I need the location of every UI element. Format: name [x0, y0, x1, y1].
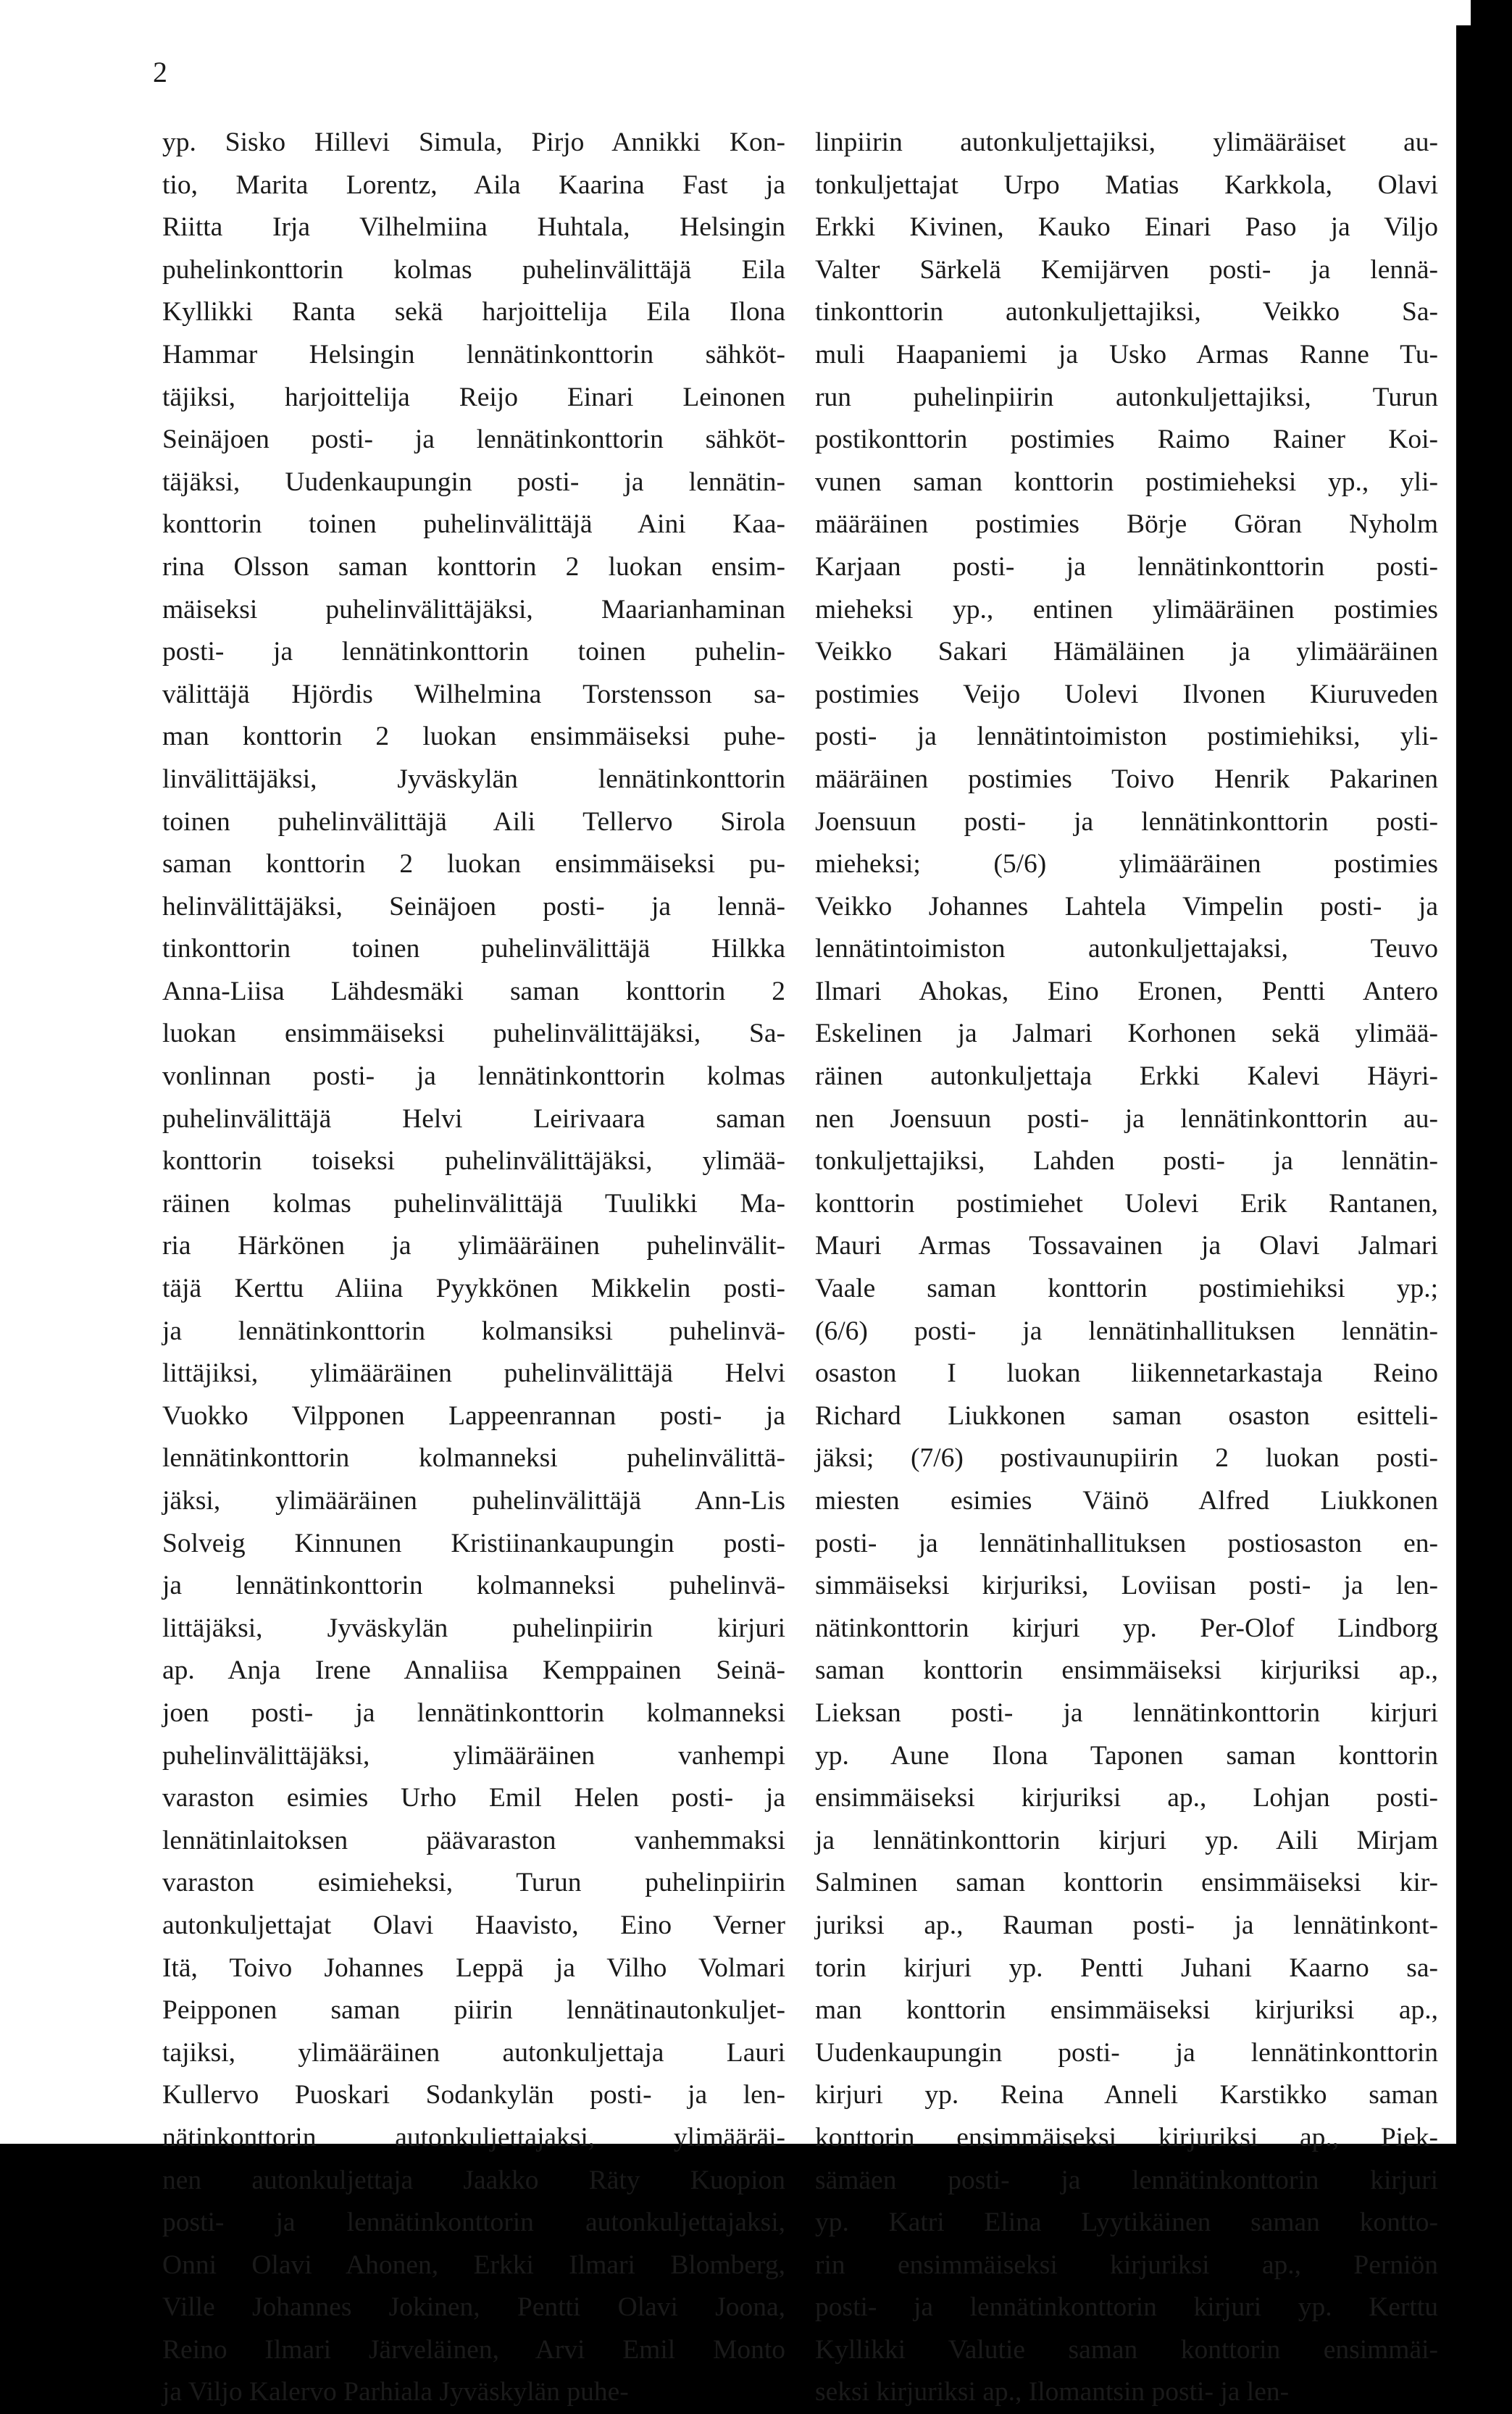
text-line: nätinkonttorin autonkuljettajaksi, ylimääräi- [162, 2122, 785, 2152]
scan-edge-bar [1456, 25, 1471, 2144]
text-line: mieheksi; (5/6) ylimääräinen postimies [815, 849, 1438, 880]
text-line: Karjaan posti- ja lennätinkonttorin posti- [815, 551, 1438, 582]
text-line: ja lennätinkonttorin kolmanneksi puhelinvä- [162, 1571, 785, 1601]
right-text-column [815, 122, 1438, 2414]
text-line: nen Joensuun posti- ja lennätinkonttorin au- [815, 1103, 1438, 1134]
text-line: rina Olsson saman konttorin 2 luokan ensim- [162, 551, 785, 582]
text-line: konttorin toiseksi puhelinvälittäjäksi, ylimää- [162, 1146, 785, 1177]
text-line: saman konttorin ensimmäiseksi kirjuriksi ap., [815, 1655, 1438, 1686]
text-line: tonkuljettajiksi, Lahden posti- ja lennätin- [815, 1146, 1438, 1177]
text-line: Vuokko Vilpponen Lappeenrannan posti- ja [162, 1400, 785, 1431]
text-line: tinkonttorin autonkuljettajiksi, Veikko Sa- [815, 297, 1438, 327]
text-line: kirjuri yp. Reina Anneli Karstikko saman [815, 2080, 1438, 2110]
text-line: Uudenkaupungin posti- ja lennätinkonttorin [815, 2037, 1438, 2068]
text-line: lennätinlaitoksen päävaraston vanhemmaksi [162, 1825, 785, 1855]
text-line: sämäen posti- ja lennätinkonttorin kirjuri [815, 2165, 1438, 2195]
scan-border [1471, 0, 1512, 2144]
text-line: posti- ja lennätinhallituksen postiosaston en- [815, 1528, 1438, 1558]
text-line: muli Haapaniemi ja Usko Armas Ranne Tu- [815, 339, 1438, 369]
text-line: määräinen postimies Börje Göran Nyholm [815, 509, 1438, 540]
text-line: Valter Särkelä Kemijärven posti- ja lennä- [815, 254, 1438, 285]
text-line: puhelinkonttorin kolmas puhelinvälittäjä Eila [162, 254, 785, 285]
text-line: tio, Marita Lorentz, Aila Kaarina Fast ja [162, 170, 785, 200]
text-line: littäjiksi, ylimääräinen puhelinvälittäjä Helvi [162, 1358, 785, 1389]
text-line: ap. Anja Irene Annaliisa Kemppainen Seinä- [162, 1655, 785, 1686]
text-line: varaston esimies Urho Emil Helen posti- ja [162, 1783, 785, 1813]
text-line: simmäiseksi kirjuriksi, Loviisan posti- ja len- [815, 1571, 1438, 1601]
text-line: Eskelinen ja Jalmari Korhonen sekä ylimää- [815, 1019, 1438, 1049]
text-line: autonkuljettajat Olavi Haavisto, Eino Verner [162, 1910, 785, 1940]
text-line: Peipponen saman piirin lennätinautonkuljet- [162, 1995, 785, 2026]
text-line: littäjäksi, Jyväskylän puhelinpiirin kirjuri [162, 1613, 785, 1643]
text-line: linvälittäjäksi, Jyväskylän lennätinkonttorin [162, 764, 785, 794]
text-line: vonlinnan posti- ja lennätinkonttorin kolmas [162, 1061, 785, 1092]
text-line: Hammar Helsingin lennätinkonttorin sähköt- [162, 339, 785, 369]
text-line: juriksi ap., Rauman posti- ja lennätinkont- [815, 1910, 1438, 1940]
text-line: määräinen postimies Toivo Henrik Pakarinen [815, 764, 1438, 794]
text-line: toinen puhelinvälittäjä Aili Tellervo Sirola [162, 806, 785, 837]
text-line: posti- ja lennätintoimiston postimiehiksi, yli- [815, 722, 1438, 752]
text-line: Riitta Irja Vilhelmiina Huhtala, Helsingin [162, 212, 785, 243]
text-line: yp. Katri Elina Lyytikäinen saman kontto- [815, 2208, 1438, 2238]
text-line: luokan ensimmäiseksi puhelinvälittäjäksi, Sa- [162, 1019, 785, 1049]
text-line: ensimmäiseksi kirjuriksi ap., Lohjan posti- [815, 1783, 1438, 1813]
text-line: ja lennätinkonttorin kolmansiksi puhelinvä- [162, 1316, 785, 1346]
text-line: Vaale saman konttorin postimiehiksi yp.; [815, 1274, 1438, 1304]
left-text-column [162, 122, 785, 2414]
text-line: ria Härkönen ja ylimääräinen puhelinvälit- [162, 1231, 785, 1261]
text-line: saman konttorin 2 luokan ensimmäiseksi pu- [162, 849, 785, 880]
text-line: Joensuun posti- ja lennätinkonttorin posti- [815, 806, 1438, 837]
text-line: (6/6) posti- ja lennätinhallituksen lennätin- [815, 1316, 1438, 1346]
text-line: täjä Kerttu Aliina Pyykkönen Mikkelin posti- [162, 1274, 785, 1304]
text-line: posti- ja lennätinkonttorin kirjuri yp. Kerttu [815, 2292, 1438, 2323]
text-line: Kullervo Puoskari Sodankylän posti- ja len- [162, 2080, 785, 2110]
text-line: Anna-Liisa Lähdesmäki saman konttorin 2 [162, 976, 785, 1006]
text-line: Reino Ilmari Järveläinen, Arvi Emil Monto [162, 2334, 785, 2365]
text-line: yp. Sisko Hillevi Simula, Pirjo Annikki Kon- [162, 128, 785, 157]
text-line: Veikko Johannes Lahtela Vimpelin posti- ja [815, 891, 1438, 922]
text-line: mäiseksi puhelinvälittäjäksi, Maarianhaminan [162, 594, 785, 625]
text-line: räinen kolmas puhelinvälittäjä Tuulikki Ma- [162, 1188, 785, 1219]
text-line: Richard Liukkonen saman osaston esitteli- [815, 1400, 1438, 1431]
text-line: yp. Aune Ilona Taponen saman konttorin [815, 1740, 1438, 1771]
text-line: helinvälittäjäksi, Seinäjoen posti- ja lennä- [162, 891, 785, 922]
text-line: Veikko Sakari Hämäläinen ja ylimääräinen [815, 637, 1438, 667]
text-line: torin kirjuri yp. Pentti Juhani Kaarno sa- [815, 1952, 1438, 1983]
text-line: seksi kirjuriksi ap., Ilomantsin posti- ja len- [815, 2377, 1290, 2407]
text-line: räinen autonkuljettaja Erkki Kalevi Häyri- [815, 1061, 1438, 1092]
text-line: välittäjä Hjördis Wilhelmina Torstensson sa- [162, 679, 785, 709]
text-line: konttorin ensimmäiseksi kirjuriksi ap., Piek- [815, 2122, 1438, 2152]
text-line: täjäksi, Uudenkaupungin posti- ja lennätin- [162, 467, 785, 497]
text-line: varaston esimieheksi, Turun puhelinpiirin [162, 1868, 785, 1898]
text-line: ja lennätinkonttorin kirjuri yp. Aili Mirjam [815, 1825, 1438, 1855]
text-line: täjiksi, harjoittelija Reijo Einari Leinonen [162, 382, 785, 412]
text-line: postikonttorin postimies Raimo Rainer Koi- [815, 425, 1438, 455]
text-line: Ilmari Ahokas, Eino Eronen, Pentti Antero [815, 976, 1438, 1006]
text-line: osaston I luokan liikennetarkastaja Reino [815, 1358, 1438, 1389]
text-line: man konttorin ensimmäiseksi kirjuriksi ap., [815, 1995, 1438, 2026]
text-line: rin ensimmäiseksi kirjuriksi ap., Perniön [815, 2250, 1438, 2280]
text-line: tonkuljettajat Urpo Matias Karkkola, Olavi [815, 170, 1438, 200]
text-line: posti- ja lennätinkonttorin toinen puhelin- [162, 637, 785, 667]
text-line: puhelinvälittäjä Helvi Leirivaara saman [162, 1103, 785, 1134]
text-line: nen autonkuljettaja Jaakko Räty Kuopion [162, 2165, 785, 2195]
text-line: Erkki Kivinen, Kauko Einari Paso ja Viljo [815, 212, 1438, 243]
text-line: Salminen saman konttorin ensimmäiseksi kir- [815, 1868, 1438, 1898]
text-line: postimies Veijo Uolevi Ilvonen Kiuruveden [815, 679, 1438, 709]
text-line: man konttorin 2 luokan ensimmäiseksi puhe- [162, 722, 785, 752]
text-line: Itä, Toivo Johannes Leppä ja Vilho Volmari [162, 1952, 785, 1983]
text-line: posti- ja lennätinkonttorin autonkuljettajaksi, [162, 2208, 785, 2238]
text-line: Kyllikki Ranta sekä harjoittelija Eila Ilona [162, 297, 785, 327]
text-line: Seinäjoen posti- ja lennätinkonttorin sähköt- [162, 425, 785, 455]
text-line: tajiksi, ylimääräinen autonkuljettaja Lauri [162, 2037, 785, 2068]
text-line: jäksi, ylimääräinen puhelinvälittäjä Ann-Lis [162, 1486, 785, 1516]
text-line: linpiirin autonkuljettajiksi, ylimääräiset au- [815, 128, 1438, 157]
text-line: Mauri Armas Tossavainen ja Olavi Jalmari [815, 1231, 1438, 1261]
text-line: lennätinkonttorin kolmanneksi puhelinvälittä- [162, 1443, 785, 1474]
page-number: 2 [153, 56, 167, 88]
text-line: lennätintoimiston autonkuljettajaksi, Teuvo [815, 934, 1438, 964]
text-line: run puhelinpiirin autonkuljettajiksi, Turun [815, 382, 1438, 412]
text-line: mieheksi yp., entinen ylimääräinen postimies [815, 594, 1438, 625]
text-line: miesten esimies Väinö Alfred Liukkonen [815, 1486, 1438, 1516]
text-line: tinkonttorin toinen puhelinvälittäjä Hilkka [162, 934, 785, 964]
text-line: Solveig Kinnunen Kristiinankaupungin posti- [162, 1528, 785, 1558]
text-line: konttorin postimiehet Uolevi Erik Rantanen, [815, 1188, 1438, 1219]
text-line: Lieksan posti- ja lennätinkonttorin kirjuri [815, 1697, 1438, 1728]
text-line: Onni Olavi Ahonen, Erkki Ilmari Blomberg, [162, 2250, 785, 2280]
text-line: Ville Johannes Jokinen, Pentti Olavi Joona, [162, 2292, 785, 2323]
text-line: puhelinvälittäjäksi, ylimääräinen vanhempi [162, 1740, 785, 1771]
text-line: konttorin toinen puhelinvälittäjä Aini Kaa- [162, 509, 785, 540]
text-line: nätinkonttorin kirjuri yp. Per-Olof Lindborg [815, 1613, 1438, 1643]
text-line: jäksi; (7/6) postivaunupiirin 2 luokan posti- [815, 1443, 1438, 1474]
text-line: Kyllikki Valutie saman konttorin ensimmäi- [815, 2334, 1438, 2365]
text-line: vunen saman konttorin postimieheksi yp., yli- [815, 467, 1438, 497]
text-line: ja Viljo Kalervo Parhiala Jyväskylän puhe- [162, 2377, 629, 2407]
text-line: joen posti- ja lennätinkonttorin kolmanneksi [162, 1697, 785, 1728]
